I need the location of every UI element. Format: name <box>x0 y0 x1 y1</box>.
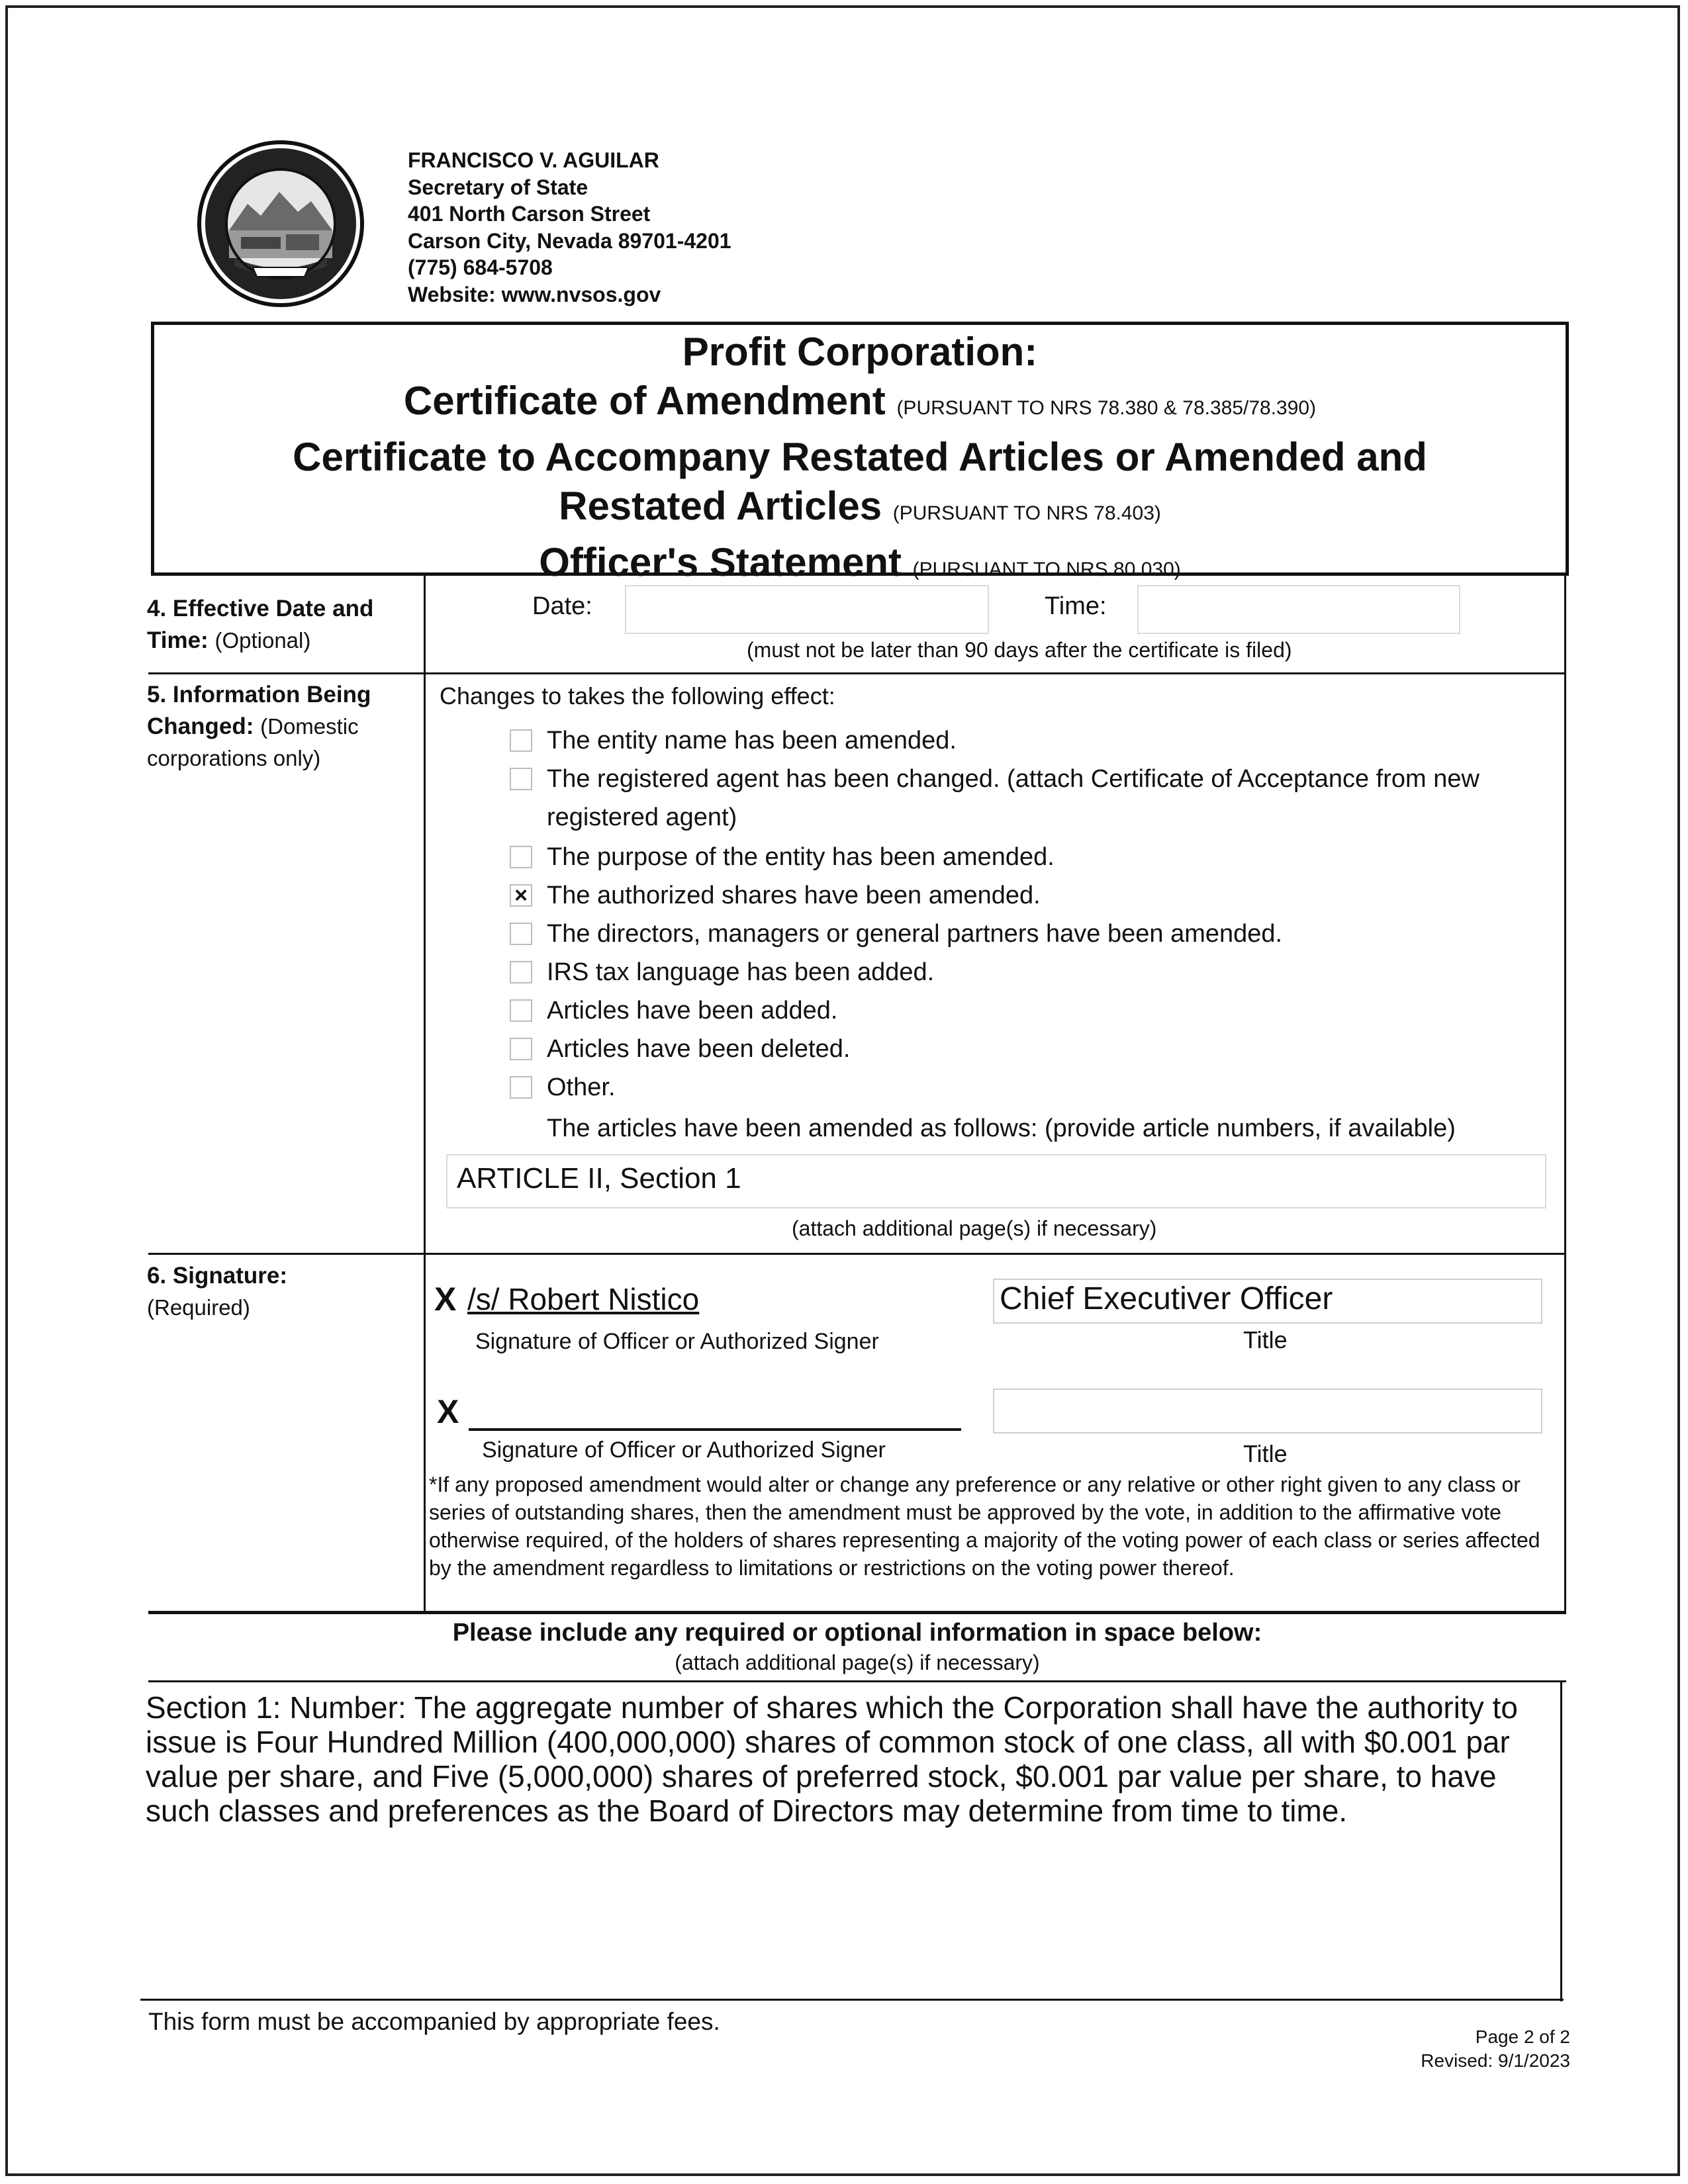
title-2-field[interactable] <box>993 1388 1542 1433</box>
title-officers-statement: Officer's Statement <box>539 540 902 584</box>
option-articles-deleted: Articles have been deleted. <box>547 1035 851 1063</box>
agency-title: Secretary of State <box>408 175 588 199</box>
section-5-note-cont: corporations only) <box>147 746 321 770</box>
signature-2-x-mark: X <box>437 1393 459 1430</box>
state-seal-logo <box>195 138 367 310</box>
section-4-title: 4. Effective Date and <box>147 596 374 621</box>
section-6-title: 6. Signature: <box>147 1263 287 1289</box>
section-6-label <box>147 1260 420 1324</box>
attach-note-additional: (attach additional page(s) if necessary) <box>675 1651 1040 1674</box>
checkbox-other[interactable] <box>510 1076 532 1099</box>
signature-2-line[interactable] <box>469 1390 961 1431</box>
page-info <box>1417 2025 1570 2073</box>
option-registered-agent-cont: registered agent) <box>547 803 737 831</box>
signature-1-field[interactable]: /s/ Robert Nistico <box>467 1282 700 1316</box>
additional-info-heading: Please include any required or optional information in space below: <box>452 1619 1262 1647</box>
option-registered-agent: The registered agent has been changed. (attach Certificate of Acceptance from new <box>547 765 1479 793</box>
title-restated-articles: Restated Articles <box>559 484 882 528</box>
attach-note-section-5: (attach additional page(s) if necessary) <box>792 1216 1157 1240</box>
effective-time-field[interactable] <box>1137 585 1460 634</box>
page-number: Page 2 of 2 <box>1475 2026 1570 2047</box>
signature-2-caption: Signature of Officer or Authorized Signer <box>482 1437 886 1463</box>
title-2-caption: Title <box>1243 1440 1288 1467</box>
agency-phone: (775) 684-5708 <box>408 255 553 279</box>
signature-1-caption: Signature of Officer or Authorized Signer <box>475 1329 879 1354</box>
checkbox-directors[interactable] <box>510 923 532 945</box>
date-limit-note: (must not be later than 90 days after the certificate is filed) <box>747 638 1292 662</box>
row-divider-5 <box>148 1253 1566 1255</box>
agency-name: FRANCISCO V. AGUILAR <box>408 148 659 172</box>
amended-intro: The articles have been amended as follows: (provide article numbers, if available) <box>547 1115 1456 1142</box>
title-line-1: Profit Corporation: <box>682 330 1038 374</box>
agency-website: Website: www.nvsos.gov <box>408 282 661 306</box>
option-entity-name: The entity name has been amended. <box>547 727 957 754</box>
revised-date: Revised: 9/1/2023 <box>1421 2050 1570 2071</box>
checkbox-articles-deleted[interactable] <box>510 1038 532 1060</box>
section-4-label <box>147 593 420 657</box>
title-line-2 <box>154 377 1566 433</box>
additional-bottom-border <box>140 1999 1564 2001</box>
checkbox-purpose[interactable] <box>510 846 532 868</box>
option-directors: The directors, managers or general partners have been amended. <box>547 920 1283 948</box>
title-line-5-statute: (PURSUANT TO NRS 80.030) <box>912 559 1181 580</box>
checkbox-articles-added[interactable] <box>510 999 532 1022</box>
fees-notice: This form must be accompanied by appropriate fees. <box>148 2008 720 2035</box>
additional-info-text[interactable]: Section 1: Number: The aggregate number of shares which the Corporation shall have the authority to issue is Four Hundred Million (400,000,000) shares of common stock of one class, all with $0.001 par value per share, and Five (5,000,000) shares of preferred stock, $0.001 par value per share, to have such classes and preferences as the Board of Directors may determine from time to time. <box>146 1690 1518 1828</box>
additional-heading-divider <box>148 1680 1566 1682</box>
amended-articles-field[interactable]: ARTICLE II, Section 1 <box>446 1154 1546 1208</box>
option-authorized-shares: The authorized shares have been amended. <box>547 882 1041 909</box>
effective-date-field[interactable] <box>625 585 989 634</box>
form-title-box <box>151 322 1569 584</box>
title-line-4-statute: (PURSUANT TO NRS 78.403) <box>892 502 1161 524</box>
row-divider-6 <box>148 1611 1566 1614</box>
title-line-4 <box>154 482 1566 538</box>
section-4-note: (Optional) <box>214 628 311 653</box>
row-divider-4 <box>148 672 1566 674</box>
title-certificate-of-amendment: Certificate of Amendment <box>403 379 886 423</box>
option-other: Other. <box>547 1073 616 1101</box>
option-irs-tax-language: IRS tax language has been added. <box>547 958 935 986</box>
checkbox-irs-tax-language[interactable] <box>510 961 532 983</box>
checkbox-registered-agent[interactable] <box>510 768 532 790</box>
agency-street: 401 North Carson Street <box>408 202 651 226</box>
checkmark-x-icon: × <box>514 883 528 908</box>
section-6-note: (Required) <box>147 1295 250 1320</box>
option-articles-added: Articles have been added. <box>547 997 838 1024</box>
section-4-title-cont: Time: <box>147 627 209 653</box>
option-purpose: The purpose of the entity has been amended. <box>547 843 1055 871</box>
title-line-3: Certificate to Accompany Restated Articles or Amended and <box>293 435 1427 479</box>
right-border <box>1564 573 1566 1612</box>
amendment-footnote: *If any proposed amendment would alter or change any preference or any relative or other right given to any class or series of outstanding shares, then the amendment must be approved by the vote, in addition to the affirmative vote otherwise required, of the holders of shares representing a majority of the voting power of each class or series affected by the amendment regardless to limitations or restrictions on the voting power thereof. <box>429 1473 1540 1580</box>
signature-1-x-mark: X <box>434 1281 457 1318</box>
title-1-field[interactable]: Chief Executiver Officer <box>993 1279 1542 1324</box>
checkbox-authorized-shares[interactable] <box>510 884 532 907</box>
title-1-caption: Title <box>1243 1326 1288 1353</box>
title-line-2-statute: (PURSUANT TO NRS 78.380 & 78.385/78.390) <box>896 397 1317 419</box>
time-label: Time: <box>1045 592 1107 620</box>
section-5-title-cont: Changed: <box>147 713 254 739</box>
agency-city: Carson City, Nevada 89701-4201 <box>408 228 731 253</box>
section-5-note: (Domestic <box>260 714 359 739</box>
section-5-label <box>147 679 420 774</box>
changes-intro: Changes to takes the following effect: <box>440 682 835 709</box>
section-5-title: 5. Information Being <box>147 682 371 707</box>
date-label: Date: <box>532 592 592 620</box>
column-divider <box>424 573 426 1612</box>
checkbox-entity-name[interactable] <box>510 729 532 752</box>
agency-address-block <box>408 147 731 308</box>
